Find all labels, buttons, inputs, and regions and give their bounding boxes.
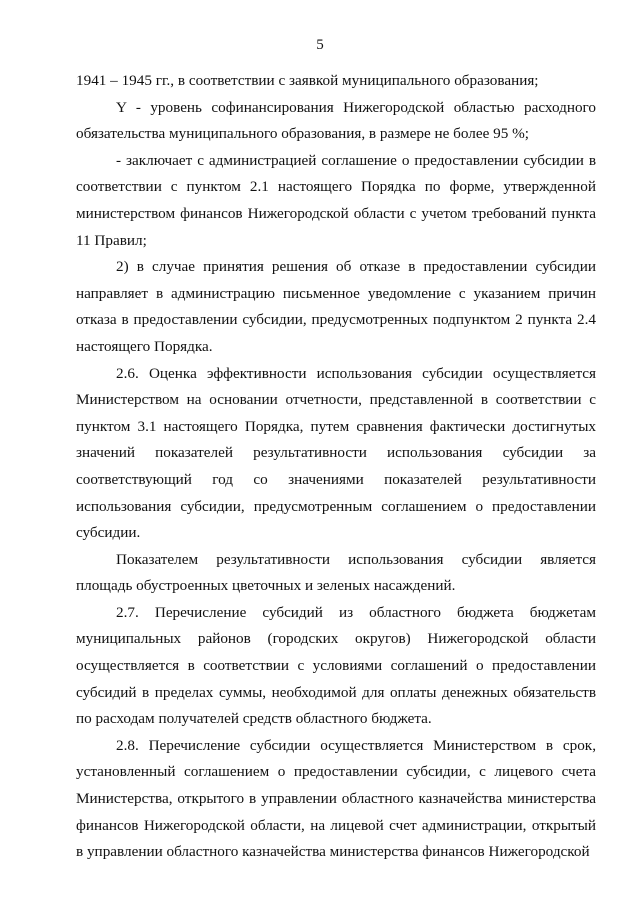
paragraph-2: Y - уровень софинансирования Нижегородской областью расходного обязательства муниципального образования, в размере не более 95 %;: [76, 98, 596, 143]
paragraph-8: 2.8. Перечисление субсидии осуществляется Министерством в срок, установленный соглашением о предоставлении субсидии, с лицевого счета Министерства, открытого в управлении областного казначейства министерства финансов Нижегородской области, на лицевой счет администрации, открытый в управлении областного казначейства министерства финансов Нижегородской: [76, 736, 596, 861]
document-body: [76, 68, 596, 866]
paragraph-4: 2) в случае принятия решения об отказе в предоставлении субсидии направляет в администрацию письменное уведомление с указанием причин отказа в предоставлении субсидии, предусмотренных подпунктом 2 пункта 2.4 настоящего Порядка.: [76, 258, 596, 355]
paragraph-3: - заключает с администрацией соглашение о предоставлении субсидии в соответствии с пунктом 2.1 настоящего Порядка по форме, утвержденной министерством финансов Нижегородской области с учетом требований пункта 11 Правил;: [76, 151, 596, 249]
paragraph-1: 1941 – 1945 гг., в соответствии с заявкой муниципального образования;: [76, 72, 539, 89]
paragraph-5: 2.6. Оценка эффективности использования субсидии осуществляется Министерством на основании отчетности, представленной в соответствии с пунктом 3.1 настоящего Порядка, путем сравнения фактически достигнутых значений показателей результативности использования субсидии за соответствующий год со значениями показателей результативности использования субсидии, предусмотренным соглашением о предоставлении субсидии.: [76, 364, 596, 542]
paragraph-7: 2.7. Перечисление субсидий из областного бюджета бюджетам муниципальных районов (городских округов) Нижегородской области осуществляется в соответствии с условиями соглашений о предоставлении субсидий в пределах суммы, необходимой для оплаты денежных обязательств по расходам получателей средств областного бюджета.: [76, 603, 596, 728]
paragraph-6: Показателем результативности использования субсидии является площадь обустроенных цветочных и зеленых насаждений.: [76, 550, 596, 595]
page-number: 5: [316, 37, 324, 53]
